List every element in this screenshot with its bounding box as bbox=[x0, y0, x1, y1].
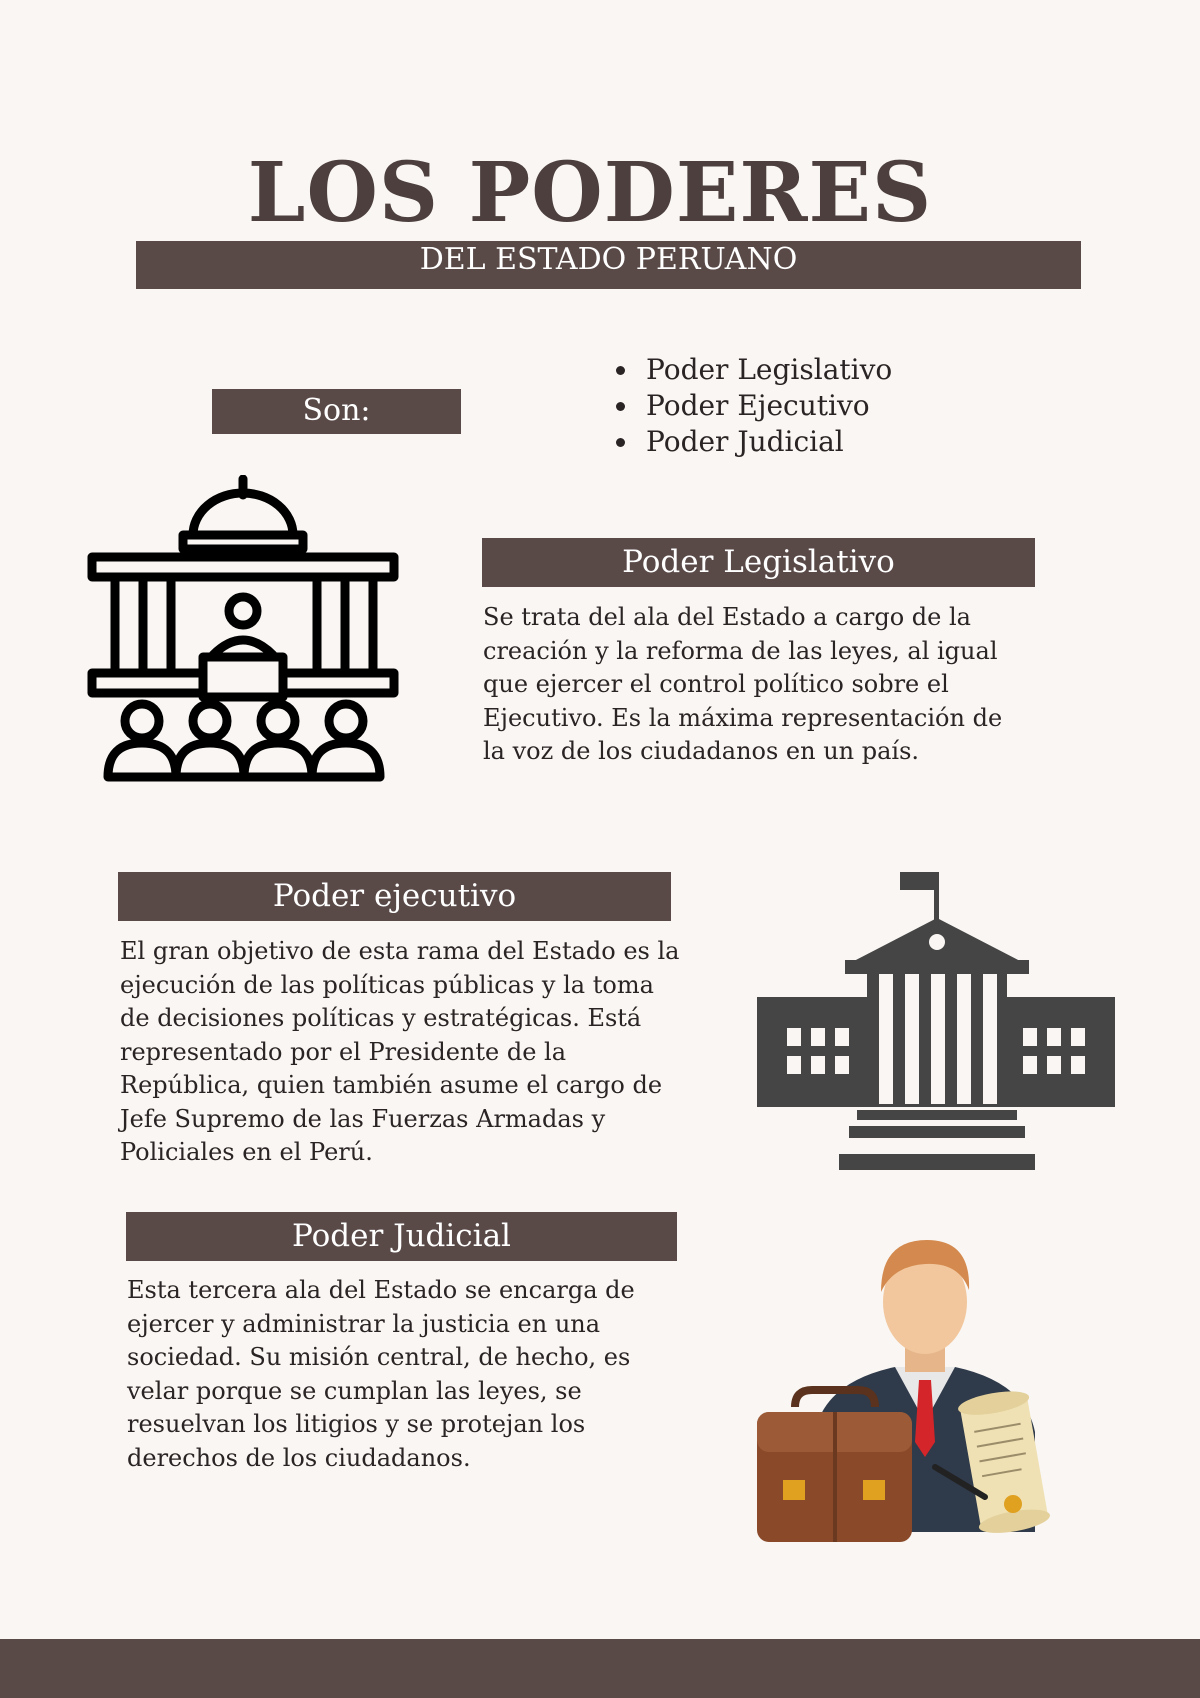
son-label: Son: bbox=[212, 389, 461, 434]
footer-bar bbox=[0, 1639, 1200, 1698]
list-item: • Poder Judicial bbox=[640, 424, 892, 460]
legislativo-heading: Poder Legislativo bbox=[482, 538, 1035, 587]
judicial-text: Esta tercera ala del Estado se encarga de ejercer y administrar la justicia en una sociedad. Su misión central, de hecho, es velar porque se cumplan las leyes, se resuelvan los litigios y se protejan los derechos de los ciudadanos. bbox=[127, 1276, 635, 1472]
ejecutivo-text: El gran objetivo de esta rama del Estado es la ejecución de las políticas públicas y la toma de decisiones políticas y estratégicas. Está representado por el Presidente de la República, quien también asume el cargo de Jefe Supremo de las Fuerzas Armadas y Policiales en el Perú. bbox=[120, 937, 680, 1166]
lawyer-icon bbox=[755, 1232, 1071, 1552]
powers-list bbox=[612, 352, 892, 460]
congress-icon bbox=[85, 475, 403, 787]
list-item: • Poder Ejecutivo bbox=[640, 388, 892, 424]
ejecutivo-heading: Poder ejecutivo bbox=[118, 872, 671, 921]
legislativo-text: Se trata del ala del Estado a cargo de la creación y la reforma de las leyes, al igual que ejercer el control político sobre el Ejecutivo. Es la máxima representación de la voz de los ciudadanos en un país. bbox=[483, 603, 1003, 765]
government-building-icon bbox=[757, 872, 1115, 1170]
page-title: LOS PODERES bbox=[247, 145, 933, 241]
judicial-heading: Poder Judicial bbox=[126, 1212, 677, 1261]
list-item: • Poder Legislativo bbox=[640, 352, 892, 388]
subtitle-band: DEL ESTADO PERUANO bbox=[136, 241, 1081, 289]
